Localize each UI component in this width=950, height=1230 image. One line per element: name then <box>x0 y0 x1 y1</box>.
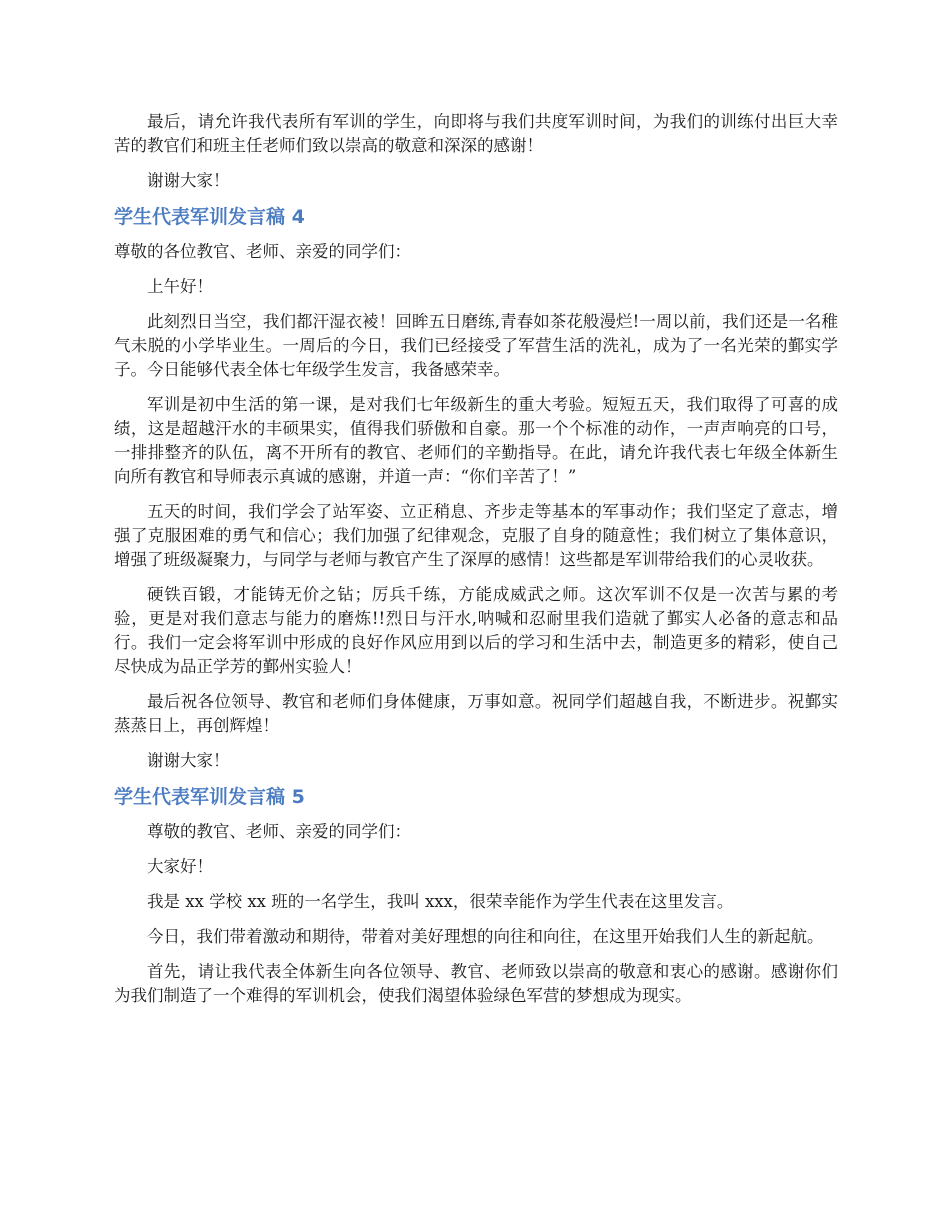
paragraph: 五天的时间，我们学会了站军姿、立正稍息、齐步走等基本的军事动作；我们坚定了意志，增强了克服困难的勇气和信心；我们加强了纪律观念，克服了自身的随意性；我们树立了集体意识，增强了班级凝聚力，与同学与老师与教官产生了深厚的感情！这些都是军训带给我们的心灵收获。 <box>114 502 838 569</box>
paragraph: 今日，我们带着激动和期待，带着对美好理想的向往和向往，在这里开始我们人生的新起航。 <box>147 927 824 946</box>
paragraph: 我是 xx 学校 xx 班的一名学生，我叫 xxx，很荣幸能作为学生代表在这里发言。 <box>147 892 734 911</box>
paragraph: 尊敬的教官、老师、亲爱的同学们： <box>147 822 411 841</box>
section-heading: 学生代表军训发言稿 4 <box>114 206 305 228</box>
document-page <box>114 110 838 1019</box>
paragraph: 谢谢大家！ <box>147 171 230 190</box>
paragraph: 硬铁百锻，才能铸无价之钻；厉兵千练，方能成威武之师。这次军训不仅是一次苦与累的考验，更是对我们意志与能力的磨炼!!烈日与汗水,呐喊和忍耐里我们造就了鄞实人必备的意志和品行。我们一定会将军训中形成的良好作风应用到以后的学习和生活中去，制造更多的精彩，使自己尽快成为品正学芳的鄞州实验人！ <box>114 585 838 676</box>
greeting: 尊敬的各位教官、老师、亲爱的同学们： <box>114 242 411 261</box>
paragraph: 上午好！ <box>147 277 213 296</box>
paragraph: 军训是初中生活的第一课，是对我们七年级新生的重大考验。短短五天，我们取得了可喜的成绩，这是超越汗水的丰硕果实，值得我们骄傲和自豪。那一个个标准的动作，一声声响亮的口号，一排排整齐的队伍，离不开所有的教官、老师们的辛勤指导。在此，请允许我代表七年级全体新生向所有教官和导师表示真诚的感谢，并道一声：“你们辛苦了！” <box>114 395 838 486</box>
paragraph: 谢谢大家！ <box>147 751 230 770</box>
paragraph: 最后祝各位领导、教官和老师们身体健康，万事如意。祝同学们超越自我，不断进步。祝鄞实蒸蒸日上，再创辉煌！ <box>114 692 838 735</box>
section-heading: 学生代表军训发言稿 5 <box>114 786 305 808</box>
paragraph: 首先，请让我代表全体新生向各位领导、教官、老师致以崇高的敬意和衷心的感谢。感谢你们为我们制造了一个难得的军训机会，使我们渴望体验绿色军营的梦想成为现实。 <box>114 962 838 1005</box>
paragraph: 此刻烈日当空，我们都汗湿衣裬！回眸五日磨练,青春如茶花般漫烂!一周以前，我们还是一名稚气未脱的小学毕业生。一周后的今日，我们已经接受了军营生活的洗礼，成为了一名光荣的鄞实学子。今日能够代表全体七年级学生发言，我备感荣幸。 <box>114 312 838 379</box>
paragraph: 大家好！ <box>147 857 213 876</box>
paragraph: 最后，请允许我代表所有军训的学生，向即将与我们共度军训时间，为我们的训练付出巨大幸苦的教官们和班主任老师们致以崇高的敬意和深深的感谢！ <box>114 112 838 155</box>
